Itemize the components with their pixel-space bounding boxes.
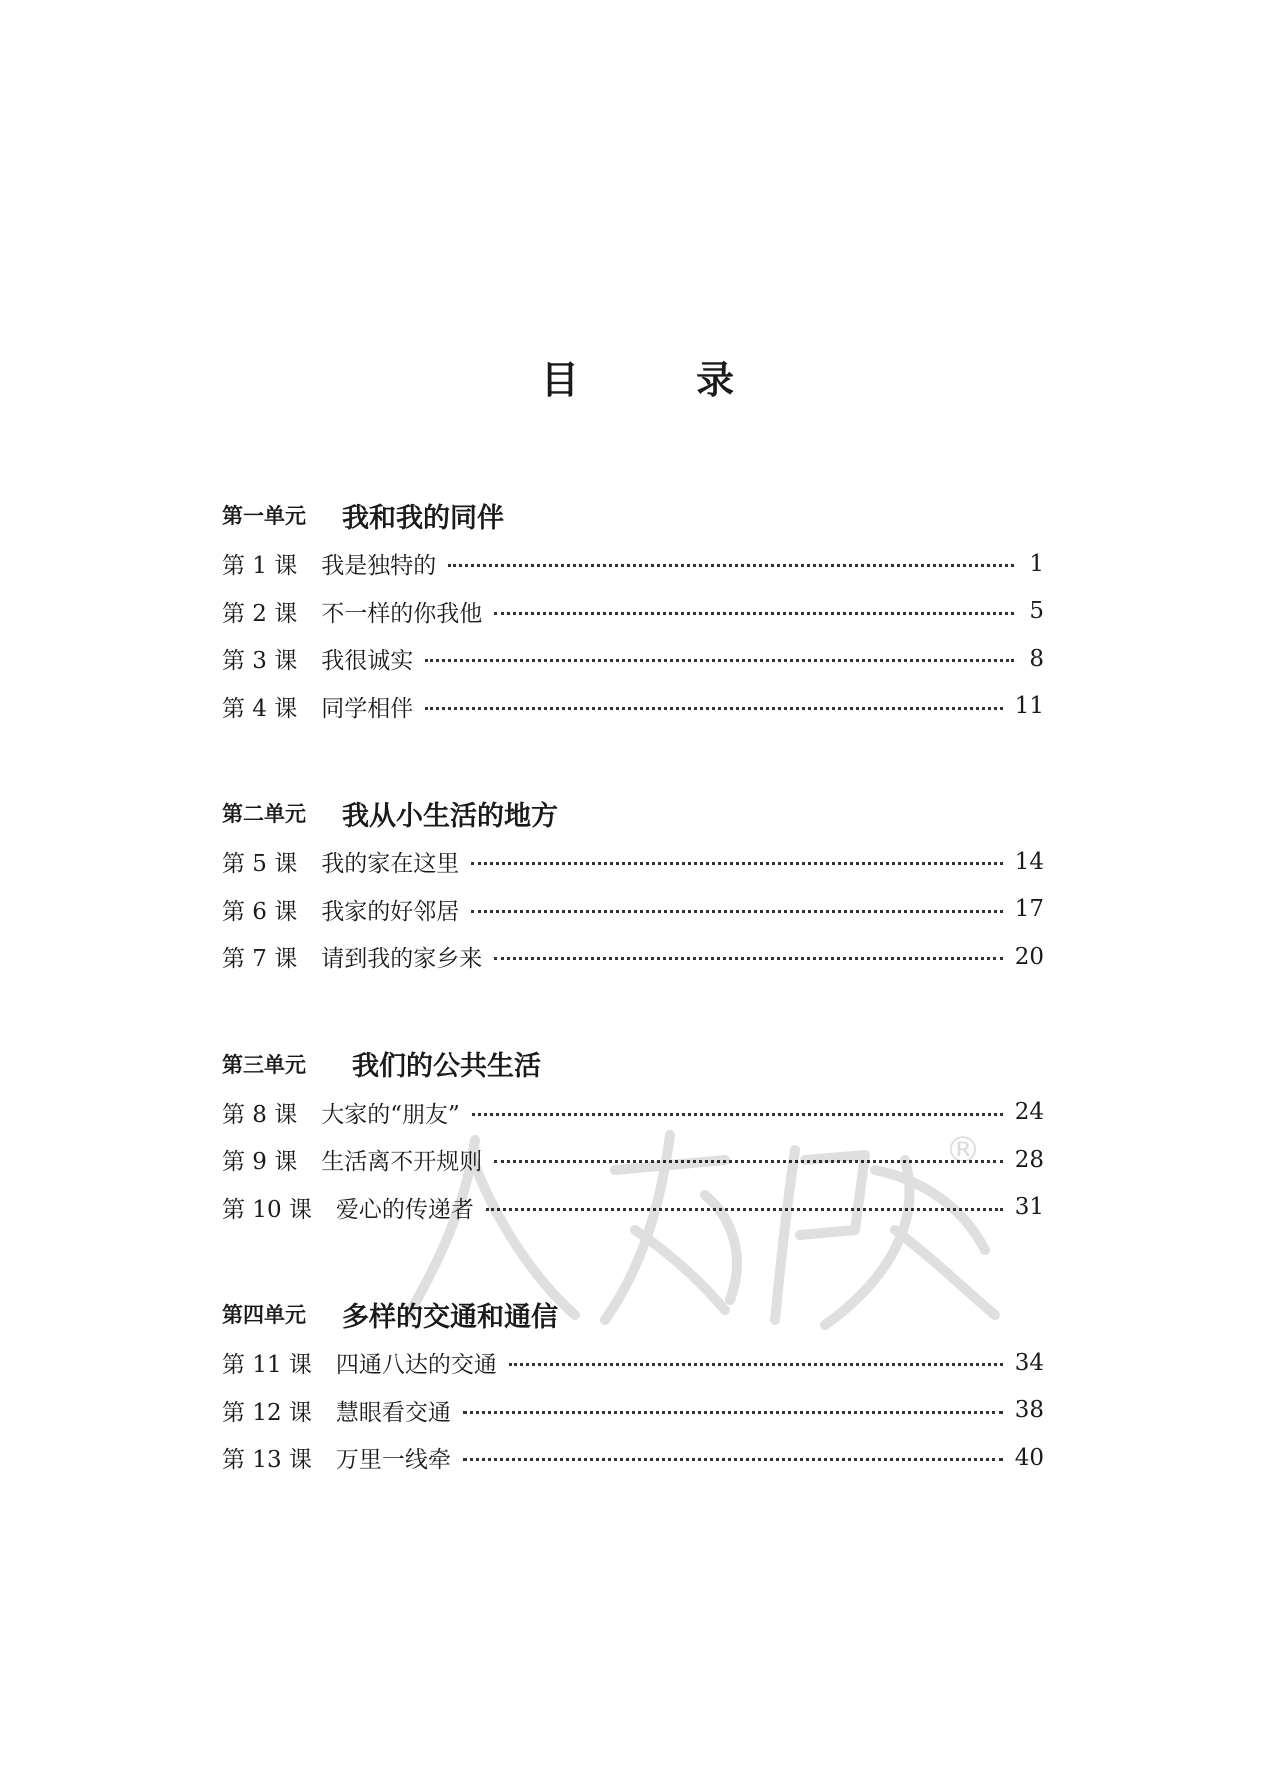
lesson-title: 慧眼看交通: [335, 1399, 451, 1426]
dot-leader: [471, 862, 1002, 865]
lesson-title: 请到我的家乡来: [321, 946, 483, 973]
lesson-number: 第 4 课: [222, 695, 298, 722]
lesson-number: 第 13 课: [222, 1447, 312, 1474]
lesson-number: 第 5 课: [222, 851, 298, 878]
lesson-title: 不一样的你我他: [321, 600, 483, 627]
page-number: 38: [1014, 1397, 1044, 1424]
lesson-number: 第 2 课: [222, 600, 298, 627]
page-number: 24: [1014, 1099, 1044, 1126]
lesson-title: 我的家在这里: [321, 851, 460, 878]
unit-label: 第三单元: [222, 1052, 306, 1077]
toc-entry[interactable]: [222, 588, 1044, 636]
unit-header: [222, 788, 1044, 838]
lesson-title: 四通八达的交通: [335, 1352, 497, 1379]
dot-leader: [494, 612, 1014, 615]
unit-2: [222, 788, 1044, 981]
dot-leader: [448, 564, 1014, 567]
unit-label: 第二单元: [222, 802, 306, 826]
lesson-title: 万里一线牵: [335, 1447, 451, 1474]
page-title: 目 录: [540, 357, 787, 402]
lesson-title: 我是独特的: [321, 553, 437, 580]
lesson-number: 第 1 课: [222, 553, 298, 580]
lesson-number: 第 3 课: [222, 648, 298, 675]
lesson-title: 生活离不开规则: [321, 1149, 483, 1176]
lesson-title: 我家的好邻居: [321, 898, 460, 925]
unit-header: [222, 1039, 1044, 1089]
page-number: 14: [1014, 848, 1044, 875]
page-number: 31: [1014, 1194, 1044, 1221]
page-number: 34: [1014, 1349, 1044, 1376]
lesson-number: 第 8 课: [222, 1101, 298, 1128]
publisher-watermark-icon: [405, 1100, 1005, 1350]
unit-label: 第四单元: [222, 1303, 306, 1327]
registered-mark: ®: [945, 1130, 981, 1171]
lesson-number: 第 10 课: [222, 1196, 312, 1223]
toc-entry[interactable]: [222, 933, 1044, 981]
toc-entry[interactable]: [222, 838, 1044, 886]
lesson-number: 第 11 课: [222, 1352, 312, 1379]
toc-entry[interactable]: [222, 1387, 1044, 1435]
lesson-title: 同学相伴: [321, 695, 414, 722]
lesson-number: 第 9 课: [222, 1149, 298, 1176]
dot-leader: [471, 910, 1002, 913]
page-number: 28: [1014, 1146, 1044, 1173]
lesson-title: 爱心的传递者: [335, 1196, 474, 1223]
unit-header: [222, 490, 1044, 540]
dot-leader: [494, 957, 1002, 960]
dot-leader: [425, 659, 1014, 662]
unit-label: 第一单元: [222, 504, 306, 528]
page-number: 40: [1014, 1444, 1044, 1471]
lesson-number: 第 7 课: [222, 946, 298, 973]
unit-name: 我们的公共生活: [352, 1051, 541, 1082]
dot-leader: [509, 1363, 1003, 1366]
dot-leader: [463, 1411, 1003, 1414]
toc-entry[interactable]: [222, 540, 1044, 588]
page-number: 8: [1029, 645, 1044, 672]
dot-leader: [425, 707, 1002, 710]
unit-1: [222, 490, 1044, 730]
lesson-number: 第 6 课: [222, 898, 298, 925]
page-number: 20: [1014, 943, 1044, 970]
unit-name: 多样的交通和通信: [342, 1301, 558, 1333]
toc-entry[interactable]: [222, 886, 1044, 934]
toc-entry[interactable]: [222, 635, 1044, 683]
page-number: 1: [1029, 550, 1044, 577]
toc-entry[interactable]: [222, 683, 1044, 731]
unit-name: 我和我的同伴: [342, 502, 504, 534]
lesson-title: 我很诚实: [321, 648, 414, 675]
unit-name: 我从小生活的地方: [342, 800, 558, 832]
page-number: 17: [1014, 896, 1044, 923]
toc-entry[interactable]: [222, 1434, 1044, 1482]
page-number: 11: [1014, 693, 1044, 720]
page-number: 5: [1029, 598, 1044, 625]
dot-leader: [463, 1458, 1003, 1461]
lesson-title: 大家的“朋友”: [321, 1101, 460, 1128]
lesson-number: 第 12 课: [222, 1399, 312, 1426]
